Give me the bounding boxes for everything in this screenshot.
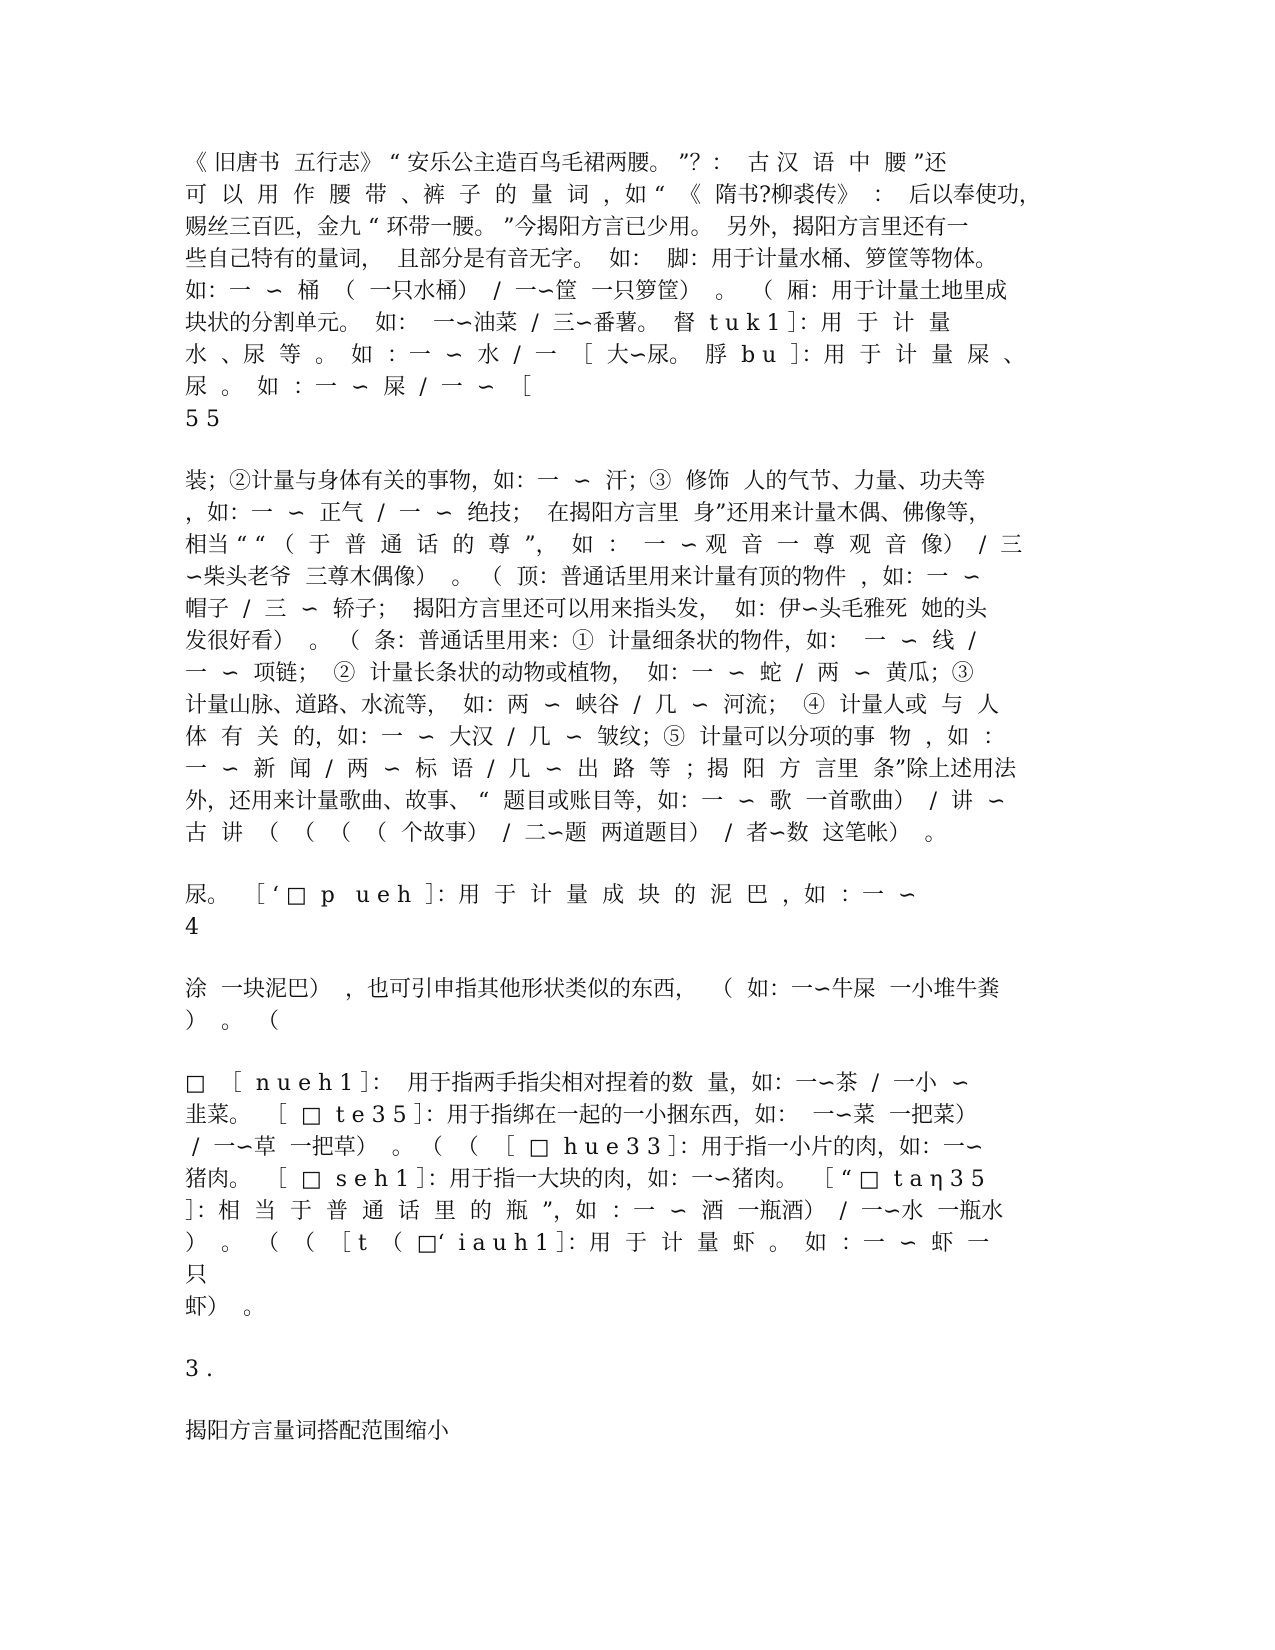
text-line: 尿。 ［ ‘ □ p u e h ］：用 于 计 量 成 块 的 泥 巴 ，如 ：一 ∽ [185, 883, 917, 908]
text-line: 虾） 。 [185, 1295, 265, 1320]
page-number: 5 5 [185, 407, 220, 432]
text-line: 如：一 ∽ 桶 （ 一只水桶） / 一∽筐 一只箩筐） 。 （ 厢：用于计量土地里成 [185, 279, 1008, 304]
text-line: ］：相 当 于 普 通 话 里 的 瓶 ”，如 ：一 ∽ 酒 一瓶酒） / 一∽水 一瓶水 [185, 1199, 1004, 1224]
spacer [185, 944, 1085, 974]
document-page [185, 148, 1085, 1448]
text-line: 外，还用来计量歌曲、故事、 “ 题目或账目等，如：一 ∽ 歌 一首歌曲） / 讲 ∽ [185, 789, 1006, 814]
text-line: 只 [185, 1263, 208, 1288]
text-line: □ ［ n u e h 1 ］： 用于指两手指尖相对捏着的数 量，如：一∽茶 / 一小 ∽ [185, 1071, 970, 1096]
text-line: 古 讲 （ （ （ （ 个故事） / 二∽题 两道题目） / 者∽数 这笔帐） 。 [185, 821, 947, 846]
text-line: 可 以 用 作 腰 带 、裤 子 的 量 词 ，如 “ 《 隋书?柳裘传》 ： 后以奉使功， [185, 183, 1041, 208]
text-line: 块状的分割单元。 如： 一∽油菜 / 三∽番薯。 督 t u k 1 ］：用 于 计 量 [185, 311, 951, 336]
text-line: 发很好看） 。 （ 条：普通话里用来：① 计量细条状的物件，如： 一 ∽ 线 / [185, 629, 976, 654]
spacer [185, 1324, 1085, 1354]
text-line: 《 旧唐书 五行志》 “ 安乐公主造百鸟毛裙两腰。 ”？： 古 汉 语 中 腰 ”还 [185, 151, 947, 176]
section-heading [185, 1416, 1085, 1448]
text-line: 3 . [185, 1357, 213, 1382]
text-line: ） 。 （ （ ［ t （ □‘ i a u h 1 ］：用 于 计 量 虾 。 如 ：一 ∽ 虾 一 [185, 1231, 990, 1256]
paragraph-extension [185, 974, 1085, 1038]
spacer [185, 1038, 1085, 1068]
text-line: / 一∽草 一把草） 。 （ （ ［ □ h u e 3 3 ］：用于指一小片的肉，如：一∽ [185, 1135, 984, 1160]
paragraph-mud-measure [185, 880, 1085, 944]
heading-text: 揭阳方言量词搭配范围缩小 [185, 1419, 450, 1444]
text-line: 猪肉。 ［ □ s e h 1 ］：用于指一大块的肉，如：一∽猪肉。 ［ “ □ t a η 3 5 [185, 1167, 985, 1192]
paragraph-measure-words-intro [185, 148, 1085, 436]
spacer [185, 1386, 1085, 1416]
paragraph-body-measure-words [185, 466, 1085, 850]
text-line: 装；②计量与身体有关的事物，如：一 ∽ 汗；③ 修饰 人的气节、力量、功夫等 [185, 469, 986, 494]
text-line: 水 、尿 等 。 如 ：一 ∽ 水 / 一 ［ 大∽尿。 脬 b u ］：用 于 计 量 屎 、 [185, 343, 1026, 368]
section-number [185, 1354, 1085, 1386]
text-line: ∽柴头老爷 三尊木偶像） 。 （ 顶：普通话里用来计量有顶的物件 ，如：一 ∽ [185, 565, 981, 590]
paragraph-phonetic-measures [185, 1068, 1085, 1324]
page-number: 4 [185, 915, 199, 940]
text-line: 相当 “ “ （ 于 普 通 话 的 尊 ”， 如 ： 一 ∽ 观 音 一 尊 观 音 像） / 三 [185, 533, 1023, 558]
text-line: 计量山脉、道路、水流等， 如：两 ∽ 峡谷 / 几 ∽ 河流； ④ 计量人或 与 人 [185, 693, 1000, 718]
spacer [185, 850, 1085, 880]
text-line: 韭菜。 ［ □ t e 3 5 ］：用于指绑在一起的一小捆东西，如： 一∽菜 一把菜） [185, 1103, 977, 1128]
text-line: 尿 。 如 ：一 ∽ 屎 / 一 ∽ ［ [185, 375, 532, 400]
spacer [185, 436, 1085, 466]
text-line: 一 ∽ 项链； ② 计量长条状的动物或植物， 如：一 ∽ 蛇 / 两 ∽ 黄瓜；③ [185, 661, 974, 686]
text-line: ） 。 （ [185, 1009, 279, 1034]
text-line: 一 ∽ 新 闻 / 两 ∽ 标 语 / 几 ∽ 出 路 等 ；揭 阳 方 言里 条”除上述用法 [185, 757, 1017, 782]
text-line: 些自己特有的量词， 且部分是有音无字。 如： 脚：用于计量水桶、箩筐等物体。 [185, 247, 997, 272]
text-line: 赐丝三百匹，金九 “ 环带一腰。 ”今揭阳方言已少用。 另外，揭阳方言里还有一 [185, 215, 969, 240]
text-line: 涂 一块泥巴） ，也可引申指其他形状类似的东西， （ 如：一∽牛屎 一小堆牛粪 [185, 977, 1000, 1002]
text-line: 帽子 / 三 ∽ 轿子； 揭阳方言里还可以用来指头发， 如：伊∽头毛雅死 她的头 [185, 597, 988, 622]
text-line: 体 有 关 的，如：一 ∽ 大汉 / 几 ∽ 皱纹；⑤ 计量可以分项的事 物 ，如 ： [185, 725, 1006, 750]
text-line: ，如：一 ∽ 正气 / 一 ∽ 绝技； 在揭阳方言里 身”还用来计量木偶、佛像等， [185, 501, 991, 526]
